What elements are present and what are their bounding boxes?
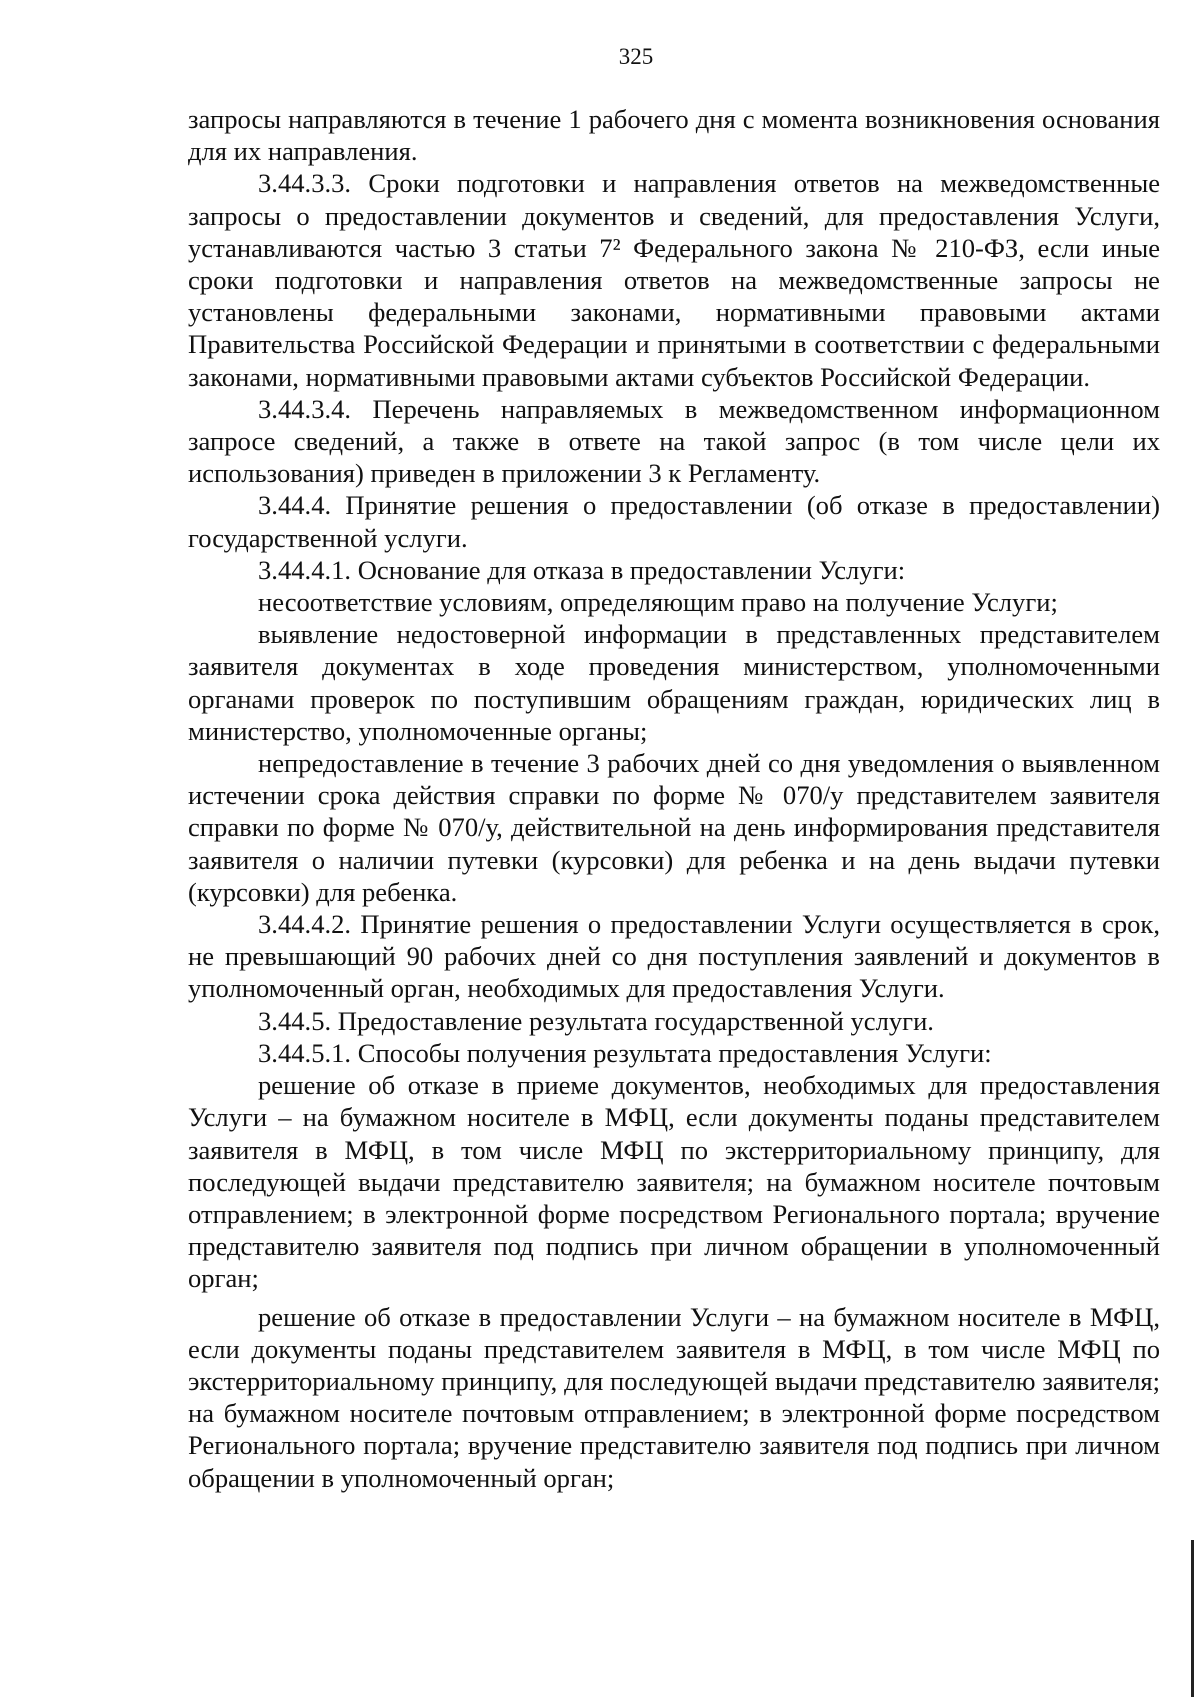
paragraph-3-44-3-3: 3.44.3.3. Сроки подготовки и направления ответов на межведомственные запросы о предоставлении документов и сведений, для предоставления Услуги, устанавливаются частью 3 статьи 7² Федерального закона № 210-ФЗ, если иные сроки подготовки и направления ответов на межведомственные запросы не установлены федеральными законами, нормативными правовыми актами Правительства Российской Федерации и принятыми в соответствии с федеральными законами, нормативными правовыми актами субъектов Российской Федерации. <box>188 168 1160 392</box>
paragraph-3-44-5-1: 3.44.5.1. Способы получения результата предоставления Услуги: <box>258 1037 992 1068</box>
paragraph-result-method-2: решение об отказе в предоставлении Услуги – на бумажном носителе в МФЦ, если документы поданы представителем заявителя в МФЦ, в том числе МФЦ по экстерриториальному принципу, для последующей выдачи представителю заявителя; на бумажном носителе почтовым отправлением; в электронной форме посредством Регионального портала; вручение представителю заявителя под подпись при личном обращении в уполномоченный орган; <box>188 1301 1160 1493</box>
paragraph-3-44-4-2: 3.44.4.2. Принятие решения о предоставлении Услуги осуществляется в срок, не превышающий 90 рабочих дней со дня поступления заявлений и документов в уполномоченный орган, необходимых для предоставления Услуги. <box>188 909 1160 1004</box>
paragraph-3-44-5: 3.44.5. Предоставление результата государственной услуги. <box>258 1005 934 1036</box>
document-body <box>188 103 1160 1494</box>
paragraph-continuation: запросы направляются в течение 1 рабочего дня с момента возникновения основания для их направления. <box>188 104 1160 167</box>
paragraph-3-44-4: 3.44.4. Принятие решения о предоставлении (об отказе в предоставлении) государственной услуги. <box>188 490 1160 553</box>
page-number: 325 <box>618 44 654 69</box>
paragraph-3-44-4-1: 3.44.4.1. Основание для отказа в предоставлении Услуги: <box>258 554 906 585</box>
paragraph-refusal-ground-1: несоответствие условиям, определяющим право на получение Услуги; <box>258 587 1058 618</box>
paragraph-refusal-ground-2: выявление недостоверной информации в представленных представителем заявителя документах в ходе проведения министерством, уполномоченными органами проверок по поступившим обращениям граждан, юридических лиц в министерство, уполномоченные органы; <box>188 619 1160 746</box>
scan-edge-line <box>1191 1540 1194 1697</box>
paragraph-refusal-ground-3: непредоставление в течение 3 рабочих дней со дня уведомления о выявленном истечении срока действия справки по форме № 070/у представителем заявителя справки по форме № 070/у, действительной на день информирования представителя заявителя о наличии путевки (курсовки) для ребенка и на день выдачи путевки (курсовки) для ребенка. <box>188 748 1160 907</box>
paragraph-result-method-1: решение об отказе в приеме документов, необходимых для предоставления Услуги – на бумажном носителе в МФЦ, если документы поданы представителем заявителя в МФЦ, в том числе МФЦ по экстерриториальному принципу, для последующей выдачи представителю заявителя; на бумажном носителе почтовым отправлением; в электронной форме посредством Регионального портала; вручение представителю заявителя под подпись при личном обращении в уполномоченный орган; <box>188 1070 1160 1294</box>
paragraph-3-44-3-4: 3.44.3.4. Перечень направляемых в межведомственном информационном запросе сведений, а также в ответе на такой запрос (в том числе цели их использования) приведен в приложении 3 к Регламенту. <box>188 393 1160 489</box>
